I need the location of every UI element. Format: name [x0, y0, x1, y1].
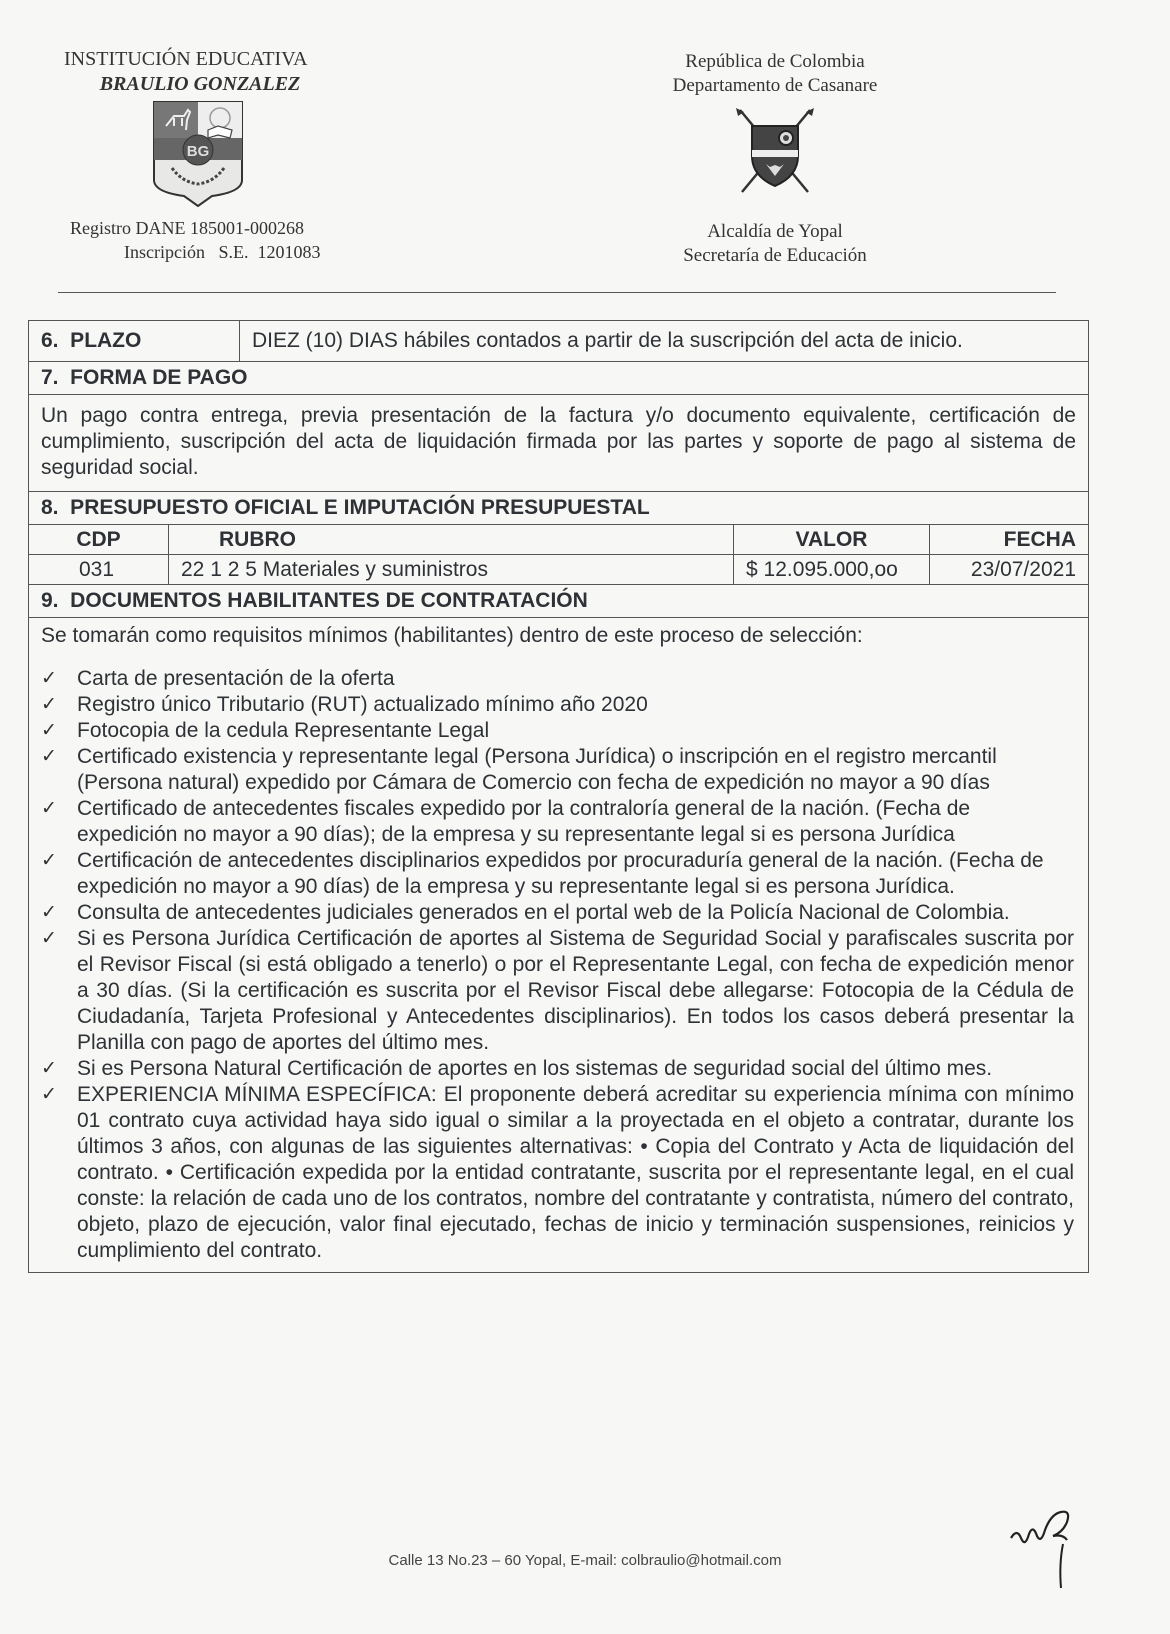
- requirement-item: [41, 926, 1074, 1056]
- section-plazo: [29, 321, 1088, 362]
- budget-header-fecha: FECHA: [930, 525, 1088, 555]
- section-forma-pago-header: [29, 362, 1088, 395]
- requirement-item: [41, 692, 1074, 718]
- budget-header-cdp: CDP: [29, 525, 169, 555]
- checkmark-icon: ✓: [41, 668, 57, 689]
- checkmark-icon: ✓: [41, 1084, 57, 1105]
- casanare-crest-logo: [730, 106, 820, 196]
- budget-table: [29, 525, 1088, 584]
- plazo-value: DIEZ (10) DIAS hábiles contados a partir de la suscripción del acta de inicio.: [252, 329, 963, 352]
- budget-cell-valor: $ 12.095.000,oo: [734, 555, 930, 584]
- section-documentos-body: [29, 618, 1088, 1272]
- requirement-text: Carta de presentación de la oferta: [77, 667, 395, 690]
- inscripcion-se: Inscripción S.E. 1201083: [124, 242, 321, 262]
- requirement-item: [41, 796, 1074, 848]
- institution-name-line1: INSTITUCIÓN EDUCATIVA: [64, 48, 308, 70]
- checkmark-icon: ✓: [41, 694, 57, 715]
- requirement-text: Certificado existencia y representante legal (Persona Jurídica) o inscripción en el registro mercantil (Persona natural) expedido por Cámara de Comercio con fecha de expedición no mayor a 90 días: [77, 745, 997, 794]
- documentos-title: 9. DOCUMENTOS HABILITANTES DE CONTRATACIÓN: [41, 589, 588, 612]
- requirement-item: [41, 666, 1074, 692]
- requirement-item: [41, 718, 1074, 744]
- checkmark-icon: ✓: [41, 746, 57, 767]
- forma-pago-title: 7. FORMA DE PAGO: [41, 366, 248, 389]
- checkmark-icon: ✓: [41, 1058, 57, 1079]
- footer-address: Calle 13 No.23 – 60 Yopal, E-mail: colbraulio@hotmail.com: [388, 1552, 782, 1569]
- requirement-text: Fotocopia de la cedula Representante Legal: [77, 719, 490, 742]
- requirement-text: Certificación de antecedentes disciplinarios expedidos por procuraduría general de la nación. (Fecha de expedición no mayor a 90 días) de la empresa y su representante legal si es persona Jurídica.: [77, 849, 1044, 898]
- requirement-item: [41, 744, 1074, 796]
- registro-dane: Registro DANE 185001-000268: [70, 218, 304, 238]
- documentos-intro: Se tomarán como requisitos mínimos (habilitantes) dentro de este proceso de selección:: [41, 624, 863, 647]
- requirement-item: [41, 900, 1074, 926]
- presupuesto-title: 8. PRESUPUESTO OFICIAL E IMPUTACIÓN PRESUPUESTAL: [41, 496, 650, 519]
- checkmark-icon: ✓: [41, 850, 57, 871]
- secretaria-label: Secretaría de Educación: [683, 245, 867, 266]
- header-divider: [58, 292, 1056, 293]
- institution-header: [60, 48, 340, 262]
- departamento-label: Departamento de Casanare: [672, 75, 878, 96]
- plazo-title: 6. PLAZO: [29, 321, 240, 361]
- institution-name-line2: BRAULIO GONZALEZ: [99, 73, 301, 95]
- budget-header-rubro: RUBRO: [169, 525, 734, 555]
- checkmark-icon: ✓: [41, 928, 57, 949]
- alcaldia-label: Alcaldía de Yopal: [707, 221, 843, 242]
- handwritten-initials-signature: [1005, 1498, 1085, 1593]
- requirement-item: [41, 1082, 1074, 1264]
- budget-cell-cdp: 031: [29, 555, 169, 584]
- checkmark-icon: ✓: [41, 798, 57, 819]
- requirement-item: [41, 1056, 1074, 1082]
- requirement-text: Registro único Tributario (RUT) actualizado mínimo año 2020: [77, 693, 648, 716]
- institution-shield-logo: [152, 100, 244, 208]
- contract-conditions-table: [28, 320, 1089, 1273]
- requirement-text: Consulta de antecedentes judiciales generados en el portal web de la Policía Nacional de Colombia.: [77, 901, 1010, 924]
- section-forma-pago-body: [29, 395, 1088, 492]
- budget-cell-fecha: 23/07/2021: [970, 558, 1076, 581]
- checkmark-icon: ✓: [41, 720, 57, 741]
- section-documentos-header: [29, 585, 1088, 618]
- requirement-text: EXPERIENCIA MÍNIMA ESPECÍFICA: El proponente deberá acreditar su experiencia mínima con mínimo 01 contrato cuya actividad haya sido igual o similar a la proyectada en el objeto a contratar, durante los últimos 3 años, con algunas de las siguientes alternativas: • Copia del Contrato y Acta de liquidación del contrato. • Certificación expedida por la entidad contratante, suscrita por el representante legal, en el cual conste: la relación de cada uno de los contratos, nombre del contratante y contratista, número del contrato, objeto, plazo de ejecución, valor final ejecutado, fechas de inicio y terminación suspensiones, reinicios y cumplimiento del contrato.: [77, 1083, 1074, 1262]
- section-presupuesto-table: [29, 525, 1088, 585]
- requirement-text: Si es Persona Natural Certificación de aportes en los sistemas de seguridad social del último mes.: [77, 1057, 993, 1080]
- shield-monogram: BG: [186, 143, 210, 160]
- checkmark-icon: ✓: [41, 902, 57, 923]
- alcaldia-block: [640, 220, 910, 268]
- government-header: [640, 50, 910, 266]
- requirements-list: [29, 666, 1088, 1272]
- requirement-item: [41, 848, 1074, 900]
- budget-header-valor: VALOR: [734, 525, 930, 555]
- requirement-text: Si es Persona Jurídica Certificación de aportes al Sistema de Seguridad Social y parafiscales suscrita por el Revisor Fiscal (si está obligado a tenerlo) o por el Representante Legal, con fecha de expedición menor a 30 días. (Si la certificación es suscrita por el Revisor Fiscal debe allegarse: Fotocopia de la Cédula de Ciudadanía, Tarjeta Profesional y Antecedentes disciplinarios). En todos los casos deberá presentar la Planilla con pago de aportes del último mes.: [77, 927, 1074, 1054]
- forma-pago-text: Un pago contra entrega, previa presentación de la factura y/o documento equivalente, certificación de cumplimiento, suscripción del acta de liquidación firmada por las partes y soporte de pago al sistema de seguridad social.: [41, 404, 1076, 479]
- budget-cell-rubro: 22 1 2 5 Materiales y suministros: [169, 555, 734, 584]
- requirement-text: Certificado de antecedentes fiscales expedido por la contraloría general de la nación. (Fecha de expedición no mayor a 90 días); de la empresa y su representante legal si es persona Jurídica: [77, 797, 971, 846]
- republica-label: República de Colombia: [685, 51, 865, 72]
- registration-info: [70, 216, 370, 264]
- section-presupuesto-header: [29, 492, 1088, 525]
